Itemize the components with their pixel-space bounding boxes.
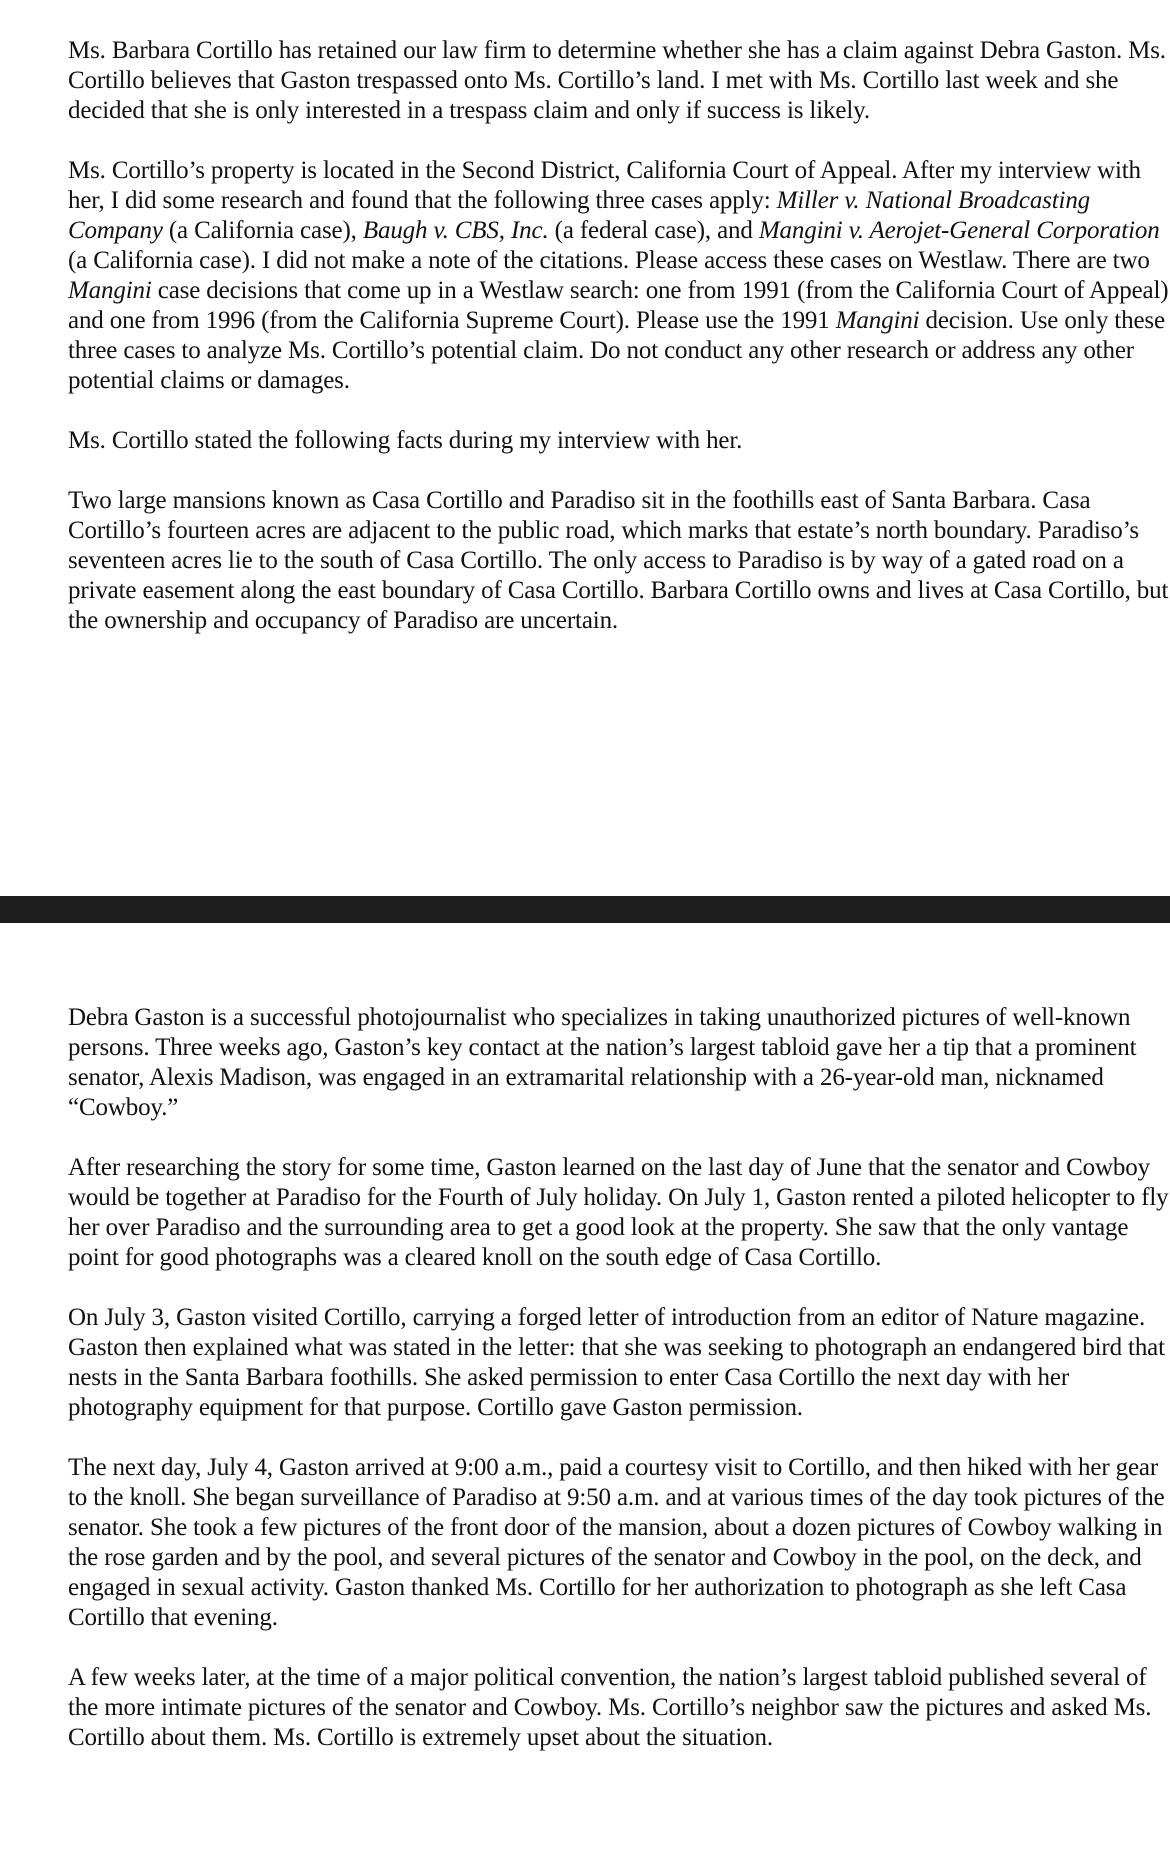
memo-text-top <box>68 36 1170 636</box>
paragraph-publication: A few weeks later, at the time of a major political convention, the nation’s largest tabloid published several of the more intimate pictures of the senator and Cowboy. Ms. Cortillo’s neighbor saw the pictures and asked Ms. Cortillo about them. Ms. Cortillo is extremely upset about the situation. <box>68 1664 1152 1751</box>
paragraph-july-fourth: The next day, July 4, Gaston arrived at 9:00 a.m., paid a courtesy visit to Cortillo, and then hiked with her gear to the knoll. She began surveillance of Paradiso at 9:50 a.m. and at various times of the day took pictures of the senator. She took a few pictures of the front door of the mansion, about a dozen pictures of Cowboy walking in the rose garden and by the pool, and several pictures of the senator and Cowboy in the pool, on the deck, and engaged in sexual activity. Gaston thanked Ms. Cortillo for her authorization to photograph as she left Casa Cortillo that evening. <box>68 1454 1165 1631</box>
text-segment: (a federal case), and <box>548 217 759 244</box>
paragraph-property-description: Two large mansions known as Casa Cortillo and Paradiso sit in the foothills east of Santa Barbara. Casa Cortillo’s fourteen acres are adjacent to the public road, which marks that estate’s north boundary. Paradiso’s seventeen acres lie to the south of Casa Cortillo. The only access to Paradiso is by way of a gated road on a private easement along the east boundary of Casa Cortillo. Barbara Cortillo owns and lives at Casa Cortillo, but the ownership and occupancy of Paradiso are uncertain. <box>68 487 1169 634</box>
text-segment: (a California case), <box>162 217 363 244</box>
text-segment: Ms. Cortillo’s property is located in the Second District, California Court of Appeal. After my interview with her, I did some research and found that the following three cases apply: <box>68 157 1141 214</box>
paragraph-forged-letter: On July 3, Gaston visited Cortillo, carrying a forged letter of introduction from an editor of Nature magazine. Gaston then explained what was stated in the letter: that she was seeking to photograph an endangered bird that nests in the Santa Barbara foothills. She asked permission to enter Casa Cortillo the next day with her photography equipment for that purpose. Cortillo gave Gaston permission. <box>68 1304 1165 1421</box>
document-page-top <box>0 0 1170 896</box>
text-segment: decision. Use only these three cases to analyze Ms. Cortillo’s potential claim. Do not conduct any other research or address any other potential claims or damages. <box>68 307 1165 394</box>
document-page-bottom <box>0 923 1170 1867</box>
paragraph-facts-intro: Ms. Cortillo stated the following facts during my interview with her. <box>68 427 743 454</box>
page-divider <box>0 896 1170 923</box>
case-name-miller: Miller v. National Broadcasting Company <box>68 187 1091 244</box>
paragraph-research-instructions <box>68 156 1170 396</box>
paragraph-gaston-background: Debra Gaston is a successful photojournalist who specializes in taking unauthorized pictures of well-known persons. Three weeks ago, Gaston’s key contact at the nation’s largest tabloid gave her a tip that a prominent senator, Alexis Madison, was engaged in an extramarital relationship with a 26-year-old man, nicknamed “Cowboy.” <box>68 1004 1137 1121</box>
paragraph-retention: Ms. Barbara Cortillo has retained our law firm to determine whether she has a claim against Debra Gaston. Ms. Cortillo believes that Gaston trespassed onto Ms. Cortillo’s land. I met with Ms. Cortillo last week and she decided that she is only interested in a trespass claim and only if success is likely. <box>68 37 1166 124</box>
text-segment: case decisions that come up in a Westlaw search: one from 1991 (from the California Court of Appeal) and one from 1996 (from the California Supreme Court). Please use the 1991 <box>68 277 1169 334</box>
case-name-mangini-short: Mangini <box>68 277 152 304</box>
case-name-mangini-short: Mangini <box>835 307 920 334</box>
memo-text-bottom <box>68 1003 1170 1753</box>
case-name-mangini: Mangini v. Aerojet-General Corporation <box>758 217 1160 244</box>
case-name-baugh: Baugh v. CBS, Inc. <box>362 217 549 244</box>
paragraph-helicopter: After researching the story for some time, Gaston learned on the last day of June that the senator and Cowboy would be together at Paradiso for the Fourth of July holiday. On July 1, Gaston rented a piloted helicopter to fly her over Paradiso and the surrounding area to get a good look at the property. She saw that the only vantage point for good photographs was a cleared knoll on the south edge of Casa Cortillo. <box>68 1154 1169 1271</box>
text-segment: (a California case). I did not make a note of the citations. Please access these cases on Westlaw. There are two <box>68 247 1150 274</box>
